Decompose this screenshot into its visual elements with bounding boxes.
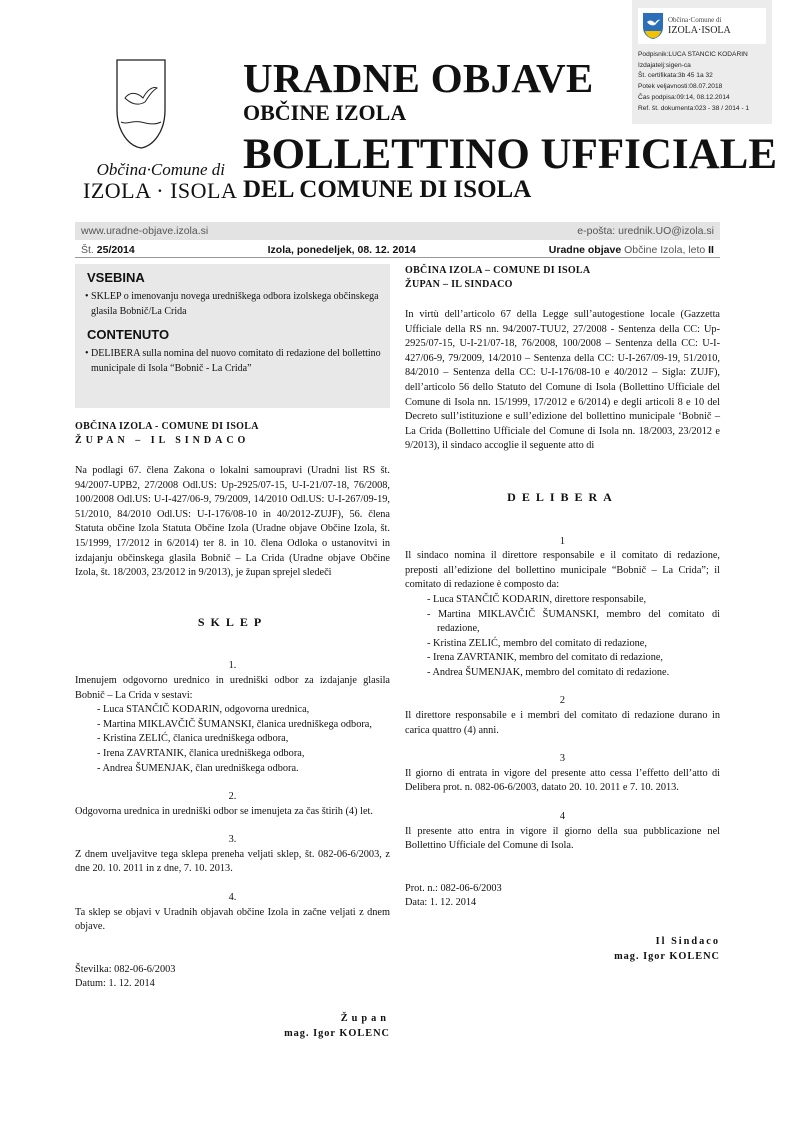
toc-item[interactable]: • SKLEP o imenovanju novega uredniškega odbora izolskega občinskega glasila Bobnič/La Crida — [85, 291, 379, 317]
signatory-title: Župan — [340, 1013, 390, 1025]
member-item: - Irena ZAVRTANIK, membro del comitato di redazione, — [427, 651, 720, 666]
website-link[interactable]: www.uradne-objave.izola.si — [81, 225, 209, 237]
preamble: Na podlagi 67. člena Zakona o lokalni samoupravi (Uradni list RS št. 94/2007-UPB2, 27/2008 Odl.US: Up-2925/07-15, U-I-21/07-18, 76/2008, 100/2008 Odl.US: U-I-427/06-9, 79/2009, 14/2010 Odl.US: U-I-267/09-19, 51/2010, 84/2010 Odl.US: U-I-176/08-10 in 40/2012-ZUJF), 56. člena Statuta občine Izola Statuta Občine Izola (Uradne objave Občine Izola, št. 15/1999, 17/2012 in 6/2014) ter 8. in 10. člena Odloka o ustanovitvi in izdajanju občinskega glasila Bobnič – La Crida (Uradne objave Občine Izola, št. 18/2003, 23/2012 in 9/2013), je župan sprejel sledeči — [75, 465, 390, 579]
signature-logo — [638, 8, 766, 44]
article-number: 1 — [559, 535, 566, 547]
member-list — [405, 593, 720, 681]
document-date: Datum: 1. 12. 2014 — [75, 978, 155, 990]
issue-date: Izola, ponedeljek, 08. 12. 2014 — [267, 243, 416, 256]
member-item: - Luca STANČIČ KODARIN, direttore responsabile, — [427, 593, 720, 608]
article-number: 1. — [228, 660, 237, 672]
signatory-title: Il Sindaco — [655, 936, 720, 947]
title-uradne-objave: URADNE OBJAVE — [243, 55, 594, 101]
issuer-heading: OBČINA IZOLA - COMUNE DI ISOLA — [75, 421, 259, 432]
email-link[interactable]: e-pošta: urednik.UO@izola.si — [577, 225, 714, 237]
reference-number: Prot. n.: 082-06-6/2003 — [405, 882, 502, 894]
publication-name: Uradne objave — [548, 243, 622, 256]
digital-signature-box — [632, 0, 772, 124]
article-text: Il giorno di entrata in vigore del presente atto cessa l’effetto dell’atto di Delibera prot. n. 082-06-6/2003, datato 20. 10. 2011 e 7. 10. 2013. — [405, 767, 720, 794]
preamble: In virtù dell’articolo 67 della Legge sull’autogestione locale (Gazzetta Ufficiale della RS nn. 94/2007-TUU2, 27/2008 - Sentenza della CC: Up-2925/07-15, U-I-21/07-18, 76/2008, 100/2008 – Sentenza della CC: U-I-427/06-9, 79/2009, 14/2010 – Sentenza della CC: U-I-267/09-19, 51/2010, 84/2010 – Sentenza della CC: U-I-176/08-10 e 40/2012 – Sigla: ZUJF), dell’articolo 56 dello Statuto del Comune di Isola (Bollettino Ufficiale del Comune di Isola nn. 15/1999, 17/2012 e 6/2014) e degli articoli 8 e 10 del Decreto sull’istituzione e sull’edizione del bollettino municipale ‘Bobnič – La Crida (Bollettino Ufficiale del Comune di Isola nn. 18/2003, 23/2012 e 9/2013), il sindaco accoglie il seguente atto di — [405, 309, 720, 452]
signature-line: Ref. št. dokumenta:023 - 38 / 2014 - 1 — [638, 104, 750, 112]
member-list — [75, 703, 390, 776]
article-text: Il sindaco nomina il direttore responsabile e il comitato di redazione, preposti all’edizione del bollettino municipale “Bobnič – La Crida”; il comitato di redazione è composto da: — [405, 550, 720, 591]
izola-crest-icon — [642, 12, 664, 40]
document-title: SKLEP — [197, 614, 268, 629]
article-text: Odgovorna urednica in uredniški odbor se imenujeta za čas štirih (4) let. — [75, 805, 373, 817]
article-number: 3 — [559, 753, 566, 765]
toc-item[interactable]: • DELIBERA sulla nomina del nuovo comitato di redazione del bollettino municipale di Isola “Bobnič - La Crida” — [85, 348, 381, 374]
article-text: Imenujem odgovorno urednico in uredniški odbor za izdajanje glasila Bobnič – La Crida v sestavi: — [75, 674, 390, 701]
member-item: - Kristina ZELIĆ, membro del comitato di redazione, — [427, 637, 720, 652]
signature-line: Čas podpisa:09:14, 08.12.2014 — [638, 93, 730, 101]
issue-number-prefix: Št. — [81, 243, 94, 256]
signature-line: Podpisnik:LUCA STANCIC KODARIN — [638, 51, 748, 58]
contact-bar — [75, 222, 720, 240]
italian-column — [405, 264, 720, 964]
member-item: - Andrea ŠUMENJAK, membro del comitato di redazione. — [427, 666, 720, 681]
publication-year: II — [708, 243, 714, 256]
issuer-subheading: ŽUPAN – IL SINDACO — [75, 435, 250, 446]
article-text: Ta sklep se objavi v Uradnih objavah občine Izola in začne veljati z dnem objave. — [75, 906, 390, 933]
subtitle-obcine-izola: OBČINE IZOLA — [243, 100, 407, 125]
member-item: - Martina MIKLAVČIČ ŠUMANSKI, membro del comitato di redazione, — [427, 608, 720, 637]
issuer-heading: OBČINA IZOLA – COMUNE DI ISOLA — [405, 265, 591, 276]
member-item: - Irena ZAVRTANIK, članica uredniškega odbora, — [97, 747, 390, 762]
toc-heading-slovenian: VSEBINA — [87, 270, 145, 285]
title-bollettino-ufficiale: BOLLETTINO UFFICIALE — [243, 131, 778, 178]
municipality-name-line2: IZOLA · ISOLA — [83, 178, 238, 203]
toc-heading-italian: CONTENUTO — [87, 327, 170, 342]
subtitle-comune-di-isola: DEL COMUNE DI ISOLA — [243, 176, 532, 203]
signature-line: Potek veljavnosti:08.07.2018 — [638, 83, 723, 91]
table-of-contents — [75, 264, 390, 408]
municipal-crest-icon — [115, 58, 167, 150]
article-text: Il presente atto entra in vigore il giorno della sua pubblicazione nel Bollettino Ufficiale del Comune di Isola. — [405, 825, 720, 852]
article-number: 2 — [559, 695, 566, 707]
issuer-subheading: ŽUPAN – IL SINDACO — [405, 279, 513, 290]
document-date: Data: 1. 12. 2014 — [405, 897, 477, 909]
member-item: - Martina MIKLAVČIČ ŠUMANSKI, članica uredniškega odbora, — [97, 718, 390, 733]
article-text: Il direttore responsabile e i membri del comitato di redazione durano in carica quattro (4) anni. — [405, 710, 720, 736]
issue-info — [75, 242, 720, 258]
slovenian-column — [75, 420, 390, 1041]
municipality-name-line1: Občina·Comune di — [96, 160, 225, 179]
publication-name-rest: Občine Izola, leto — [624, 243, 706, 256]
reference-number: Številka: 082-06-6/2003 — [75, 963, 176, 975]
member-item: - Luca STANČIČ KODARIN, odgovorna urednica, — [97, 703, 390, 718]
article-number: 3. — [228, 834, 237, 846]
signatory-name: mag. Igor KOLENC — [614, 950, 720, 962]
logo-line-1: Občina·Comune di — [668, 16, 722, 25]
issue-number: 25/2014 — [96, 243, 135, 256]
signatory-name: mag. Igor KOLENC — [284, 1027, 390, 1039]
member-item: - Andrea ŠUMENJAK, član uredniškega odbora. — [97, 762, 390, 777]
article-number: 4. — [228, 892, 237, 904]
logo-line-2: IZOLA·ISOLA — [668, 25, 731, 36]
article-number: 2. — [228, 791, 237, 803]
member-item: - Kristina ZELIĆ, članica uredniškega odbora, — [97, 732, 390, 747]
document-title: DELIBERA — [507, 489, 618, 504]
signature-line: Izdajatelj:sigen-ca — [638, 61, 691, 69]
signature-line: Št. certifikata:3b 45 1a 32 — [638, 72, 713, 80]
article-number: 4 — [559, 811, 566, 823]
article-text: Z dnem uveljavitve tega sklepa preneha veljati sklep, št. 082-06-6/2003, z dne 20. 10. 2011 in z dne, 7. 10. 2013. — [75, 848, 390, 875]
